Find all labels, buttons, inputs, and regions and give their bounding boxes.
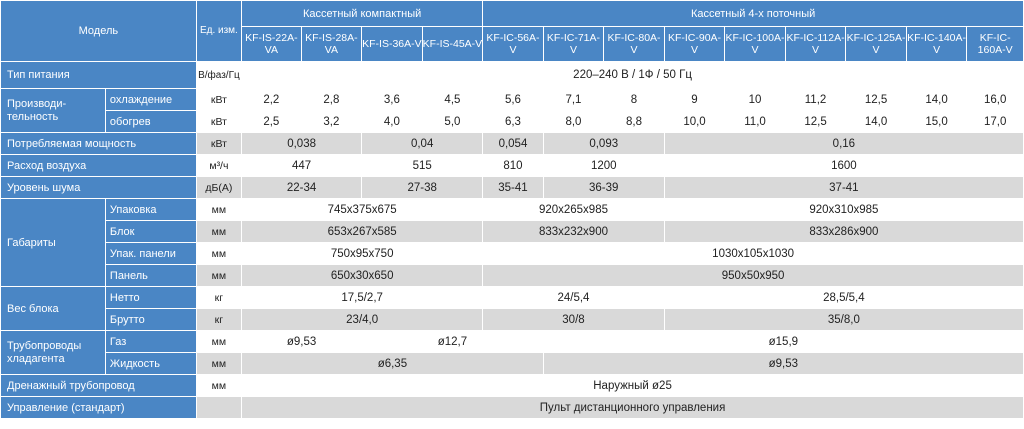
sub-label-panel-packing: Упак. панели xyxy=(105,243,196,265)
value-cell: ø9,53 xyxy=(242,331,362,353)
sub-label-unit: Блок xyxy=(105,221,196,243)
header-model-name: KF-IC-112A-V xyxy=(785,27,846,62)
header-model-name: KF-IC-125A-V xyxy=(846,27,907,62)
sub-label-liquid: Жидкость xyxy=(105,353,196,375)
unit-cell: кВт xyxy=(196,89,241,111)
row-label-power-consumption: Потребляемая мощность xyxy=(1,133,197,155)
unit-cell: кВт xyxy=(196,133,241,155)
value-cell: 3,6 xyxy=(362,89,423,111)
value-cell: Пульт дистанционного управления xyxy=(242,397,1024,419)
row-label-control: Управление (стандарт) xyxy=(1,397,197,419)
header-model-name: KF-IS-22A-VA xyxy=(242,27,302,62)
unit-cell: мм xyxy=(196,353,241,375)
value-cell: 30/8 xyxy=(483,309,665,331)
header-group-compact: Кассетный компактный xyxy=(242,1,483,27)
value-cell: 4,0 xyxy=(362,111,423,133)
row-label-power-supply: Тип питания xyxy=(1,62,197,89)
value-cell: 23/4,0 xyxy=(242,309,483,331)
value-cell: 24/5,4 xyxy=(483,287,665,309)
unit-cell: кг xyxy=(196,287,241,309)
value-cell: 920x265x985 xyxy=(483,199,665,221)
value-cell: 2,2 xyxy=(242,89,302,111)
value-cell: Наружный ø25 xyxy=(242,375,1024,397)
sub-label-cooling: охлаждение xyxy=(105,89,196,111)
unit-cell: м³/ч xyxy=(196,155,241,177)
unit-cell: В/фаз/Гц xyxy=(196,62,241,89)
header-model-name: KF-IS-28A-VA xyxy=(301,27,362,62)
header-unit-label: Ед. изм. xyxy=(196,1,241,62)
sub-label-packing: Упаковка xyxy=(105,199,196,221)
value-cell: 220–240 В / 1Ф / 50 Гц xyxy=(242,62,1024,89)
row-label-capacity: Производи-тельность xyxy=(1,89,106,133)
row-label-refrigerant-pipes: Трубопроводы хладагента xyxy=(1,331,106,375)
header-model-label: Модель xyxy=(1,1,197,62)
value-cell: 14,0 xyxy=(906,89,967,111)
unit-cell: кВт xyxy=(196,111,241,133)
value-cell: 9 xyxy=(664,89,725,111)
header-model-name: KF-IC-160A-V xyxy=(967,27,1024,62)
value-cell: 14,0 xyxy=(846,111,907,133)
value-cell: 7,1 xyxy=(543,89,604,111)
header-model-name: KF-IS-45A-V xyxy=(422,27,483,62)
unit-cell: мм xyxy=(196,199,241,221)
value-cell: ø9,53 xyxy=(543,353,1023,375)
value-cell: 810 xyxy=(483,155,544,177)
value-cell: ø15,9 xyxy=(543,331,1023,353)
value-cell: 8,0 xyxy=(543,111,604,133)
unit-cell: мм xyxy=(196,375,241,397)
value-cell: 1600 xyxy=(664,155,1023,177)
value-cell: 745x375x675 xyxy=(242,199,483,221)
header-model-name: KF-IC-90A-V xyxy=(664,27,725,62)
value-cell: 15,0 xyxy=(906,111,967,133)
value-cell: 0,054 xyxy=(483,133,544,155)
value-cell: 750x95x750 xyxy=(242,243,483,265)
value-cell: 11,2 xyxy=(785,89,846,111)
unit-cell xyxy=(196,397,241,419)
sub-label-net: Нетто xyxy=(105,287,196,309)
sub-label-heating: обогрев xyxy=(105,111,196,133)
value-cell: 650x30x650 xyxy=(242,265,483,287)
value-cell: 1200 xyxy=(543,155,664,177)
value-cell: 0,16 xyxy=(664,133,1023,155)
header-model-name: KF-IC-100A-V xyxy=(725,27,786,62)
row-label-dimensions: Габариты xyxy=(1,199,106,287)
value-cell: 8,8 xyxy=(604,111,665,133)
value-cell: 37-41 xyxy=(664,177,1023,199)
value-cell: ø12,7 xyxy=(362,331,544,353)
unit-cell: мм xyxy=(196,243,241,265)
unit-cell: мм xyxy=(196,221,241,243)
row-label-weight: Вес блока xyxy=(1,287,106,331)
value-cell: 28,5/5,4 xyxy=(664,287,1023,309)
value-cell: 3,2 xyxy=(301,111,362,133)
value-cell: 833x286x900 xyxy=(664,221,1023,243)
header-model-name: KF-IC-80A-V xyxy=(604,27,665,62)
value-cell: 22-34 xyxy=(242,177,362,199)
value-cell: 0,038 xyxy=(242,133,362,155)
unit-cell: кг xyxy=(196,309,241,331)
unit-cell: мм xyxy=(196,331,241,353)
value-cell: 4,5 xyxy=(422,89,483,111)
header-group-four-way: Кассетный 4-х поточный xyxy=(483,1,1024,27)
value-cell: 2,5 xyxy=(242,111,302,133)
value-cell: ø6,35 xyxy=(242,353,544,375)
value-cell: 11,0 xyxy=(725,111,786,133)
value-cell: 17,0 xyxy=(967,111,1024,133)
value-cell: 12,5 xyxy=(846,89,907,111)
value-cell: 35/8,0 xyxy=(664,309,1023,331)
value-cell: 36-39 xyxy=(543,177,664,199)
row-label-airflow: Расход воздуха xyxy=(1,155,197,177)
value-cell: 6,3 xyxy=(483,111,544,133)
sub-label-gas: Газ xyxy=(105,331,196,353)
value-cell: 27-38 xyxy=(362,177,483,199)
value-cell: 10,0 xyxy=(664,111,725,133)
header-model-name: KF-IS-36A-V xyxy=(362,27,423,62)
unit-cell: мм xyxy=(196,265,241,287)
row-label-noise: Уровень шума xyxy=(1,177,197,199)
value-cell: 0,093 xyxy=(543,133,664,155)
value-cell: 515 xyxy=(362,155,483,177)
value-cell: 653x267x585 xyxy=(242,221,483,243)
value-cell: 5,0 xyxy=(422,111,483,133)
header-model-name: KF-IC-71A-V xyxy=(543,27,604,62)
value-cell: 5,6 xyxy=(483,89,544,111)
value-cell: 10 xyxy=(725,89,786,111)
value-cell: 17,5/2,7 xyxy=(242,287,483,309)
value-cell: 447 xyxy=(242,155,362,177)
value-cell: 16,0 xyxy=(967,89,1024,111)
value-cell: 12,5 xyxy=(785,111,846,133)
value-cell: 920x310x985 xyxy=(664,199,1023,221)
unit-cell: дБ(А) xyxy=(196,177,241,199)
sub-label-gross: Брутто xyxy=(105,309,196,331)
value-cell: 950x50x950 xyxy=(483,265,1024,287)
sub-label-panel: Панель xyxy=(105,265,196,287)
header-model-name: KF-IC-56A-V xyxy=(483,27,544,62)
value-cell: 0,04 xyxy=(362,133,483,155)
value-cell: 1030x105x1030 xyxy=(483,243,1024,265)
value-cell: 833x232x900 xyxy=(483,221,665,243)
header-model-name: KF-IC-140A-V xyxy=(906,27,967,62)
value-cell: 2,8 xyxy=(301,89,362,111)
row-label-drain: Дренажный трубопровод xyxy=(1,375,197,397)
value-cell: 35-41 xyxy=(483,177,544,199)
value-cell: 8 xyxy=(604,89,665,111)
